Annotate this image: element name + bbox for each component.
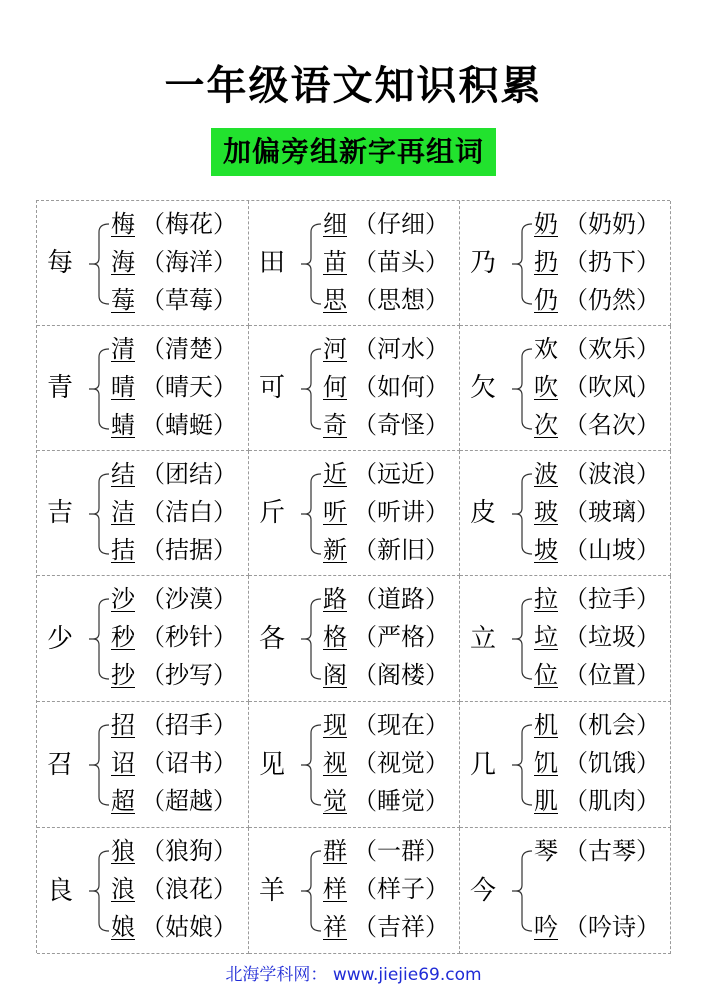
group-cell (460, 326, 671, 451)
brace-icon (89, 472, 109, 556)
new-character: 视 (323, 749, 347, 777)
new-character: 梅 (111, 210, 135, 238)
brace-icon (301, 222, 321, 306)
compound-word: （晴天） (141, 373, 237, 401)
derived-word (534, 836, 660, 866)
brace-icon (89, 222, 109, 306)
compound-word: （位置） (564, 661, 660, 689)
compound-word: （拉手） (564, 585, 660, 613)
compound-word: （听讲） (353, 498, 449, 526)
compound-word: （样子） (353, 875, 449, 903)
compound-word: （抄写） (141, 661, 237, 689)
new-character: 路 (323, 585, 347, 613)
brace-icon (89, 849, 109, 933)
derived-word (111, 912, 237, 942)
compound-word: （一群） (353, 837, 449, 865)
derived-word (534, 874, 564, 904)
brace-icon (301, 472, 321, 556)
compound-word: （浪花） (141, 875, 237, 903)
derived-word (111, 209, 237, 239)
base-character: 田 (259, 248, 286, 278)
new-character: 招 (111, 711, 135, 739)
new-character: 晴 (111, 373, 135, 401)
derived-word (111, 584, 237, 614)
brace-icon (512, 849, 532, 933)
base-character: 立 (470, 623, 497, 654)
compound-word: （姑娘） (141, 913, 237, 941)
new-character: 波 (534, 460, 558, 488)
base-character: 斤 (259, 498, 286, 528)
brace-icon (301, 347, 321, 431)
new-character: 欢 (534, 335, 558, 363)
group-cell (37, 576, 249, 702)
derived-word (534, 247, 660, 277)
base-character: 良 (47, 875, 74, 906)
group-cell (249, 326, 460, 451)
brace-icon (89, 347, 109, 431)
compound-word: （严格） (353, 623, 449, 651)
compound-word: （垃圾） (564, 623, 660, 651)
compound-word: （海洋） (141, 248, 237, 276)
new-character: 祥 (323, 913, 347, 941)
derived-word (534, 535, 660, 565)
derived-word (534, 660, 660, 690)
base-character: 皮 (470, 498, 497, 528)
new-character: 现 (323, 711, 347, 739)
group-cell (460, 576, 671, 702)
base-character: 吉 (47, 498, 74, 528)
compound-word: （洁白） (141, 498, 237, 526)
new-character: 饥 (534, 749, 558, 777)
new-character: 阁 (323, 661, 347, 689)
compound-word: （草莓） (141, 286, 237, 314)
base-character: 青 (47, 373, 74, 403)
group-cell (249, 828, 460, 954)
compound-word: （新旧） (353, 536, 449, 564)
page-title: 一年级语文知识积累 (164, 63, 543, 109)
compound-word: （招手） (141, 711, 237, 739)
new-character: 格 (323, 623, 347, 651)
brace-icon (301, 849, 321, 933)
derived-word (534, 912, 660, 942)
group-cell (249, 451, 460, 576)
subtitle-banner (0, 128, 707, 176)
compound-word: （名次） (564, 411, 660, 439)
brace-icon (89, 597, 109, 681)
footer-source: 北海学科网： www.jiejie69.com (225, 965, 482, 985)
new-character: 琴 (534, 837, 558, 865)
derived-word (323, 247, 449, 277)
new-character: 机 (534, 711, 558, 739)
new-character: 海 (111, 248, 135, 276)
derived-word (111, 372, 237, 402)
compound-word: （古琴） (564, 837, 660, 865)
group-cell (460, 201, 671, 326)
derived-word (323, 912, 449, 942)
derived-word (323, 459, 449, 489)
derived-word (323, 535, 449, 565)
derived-word (534, 710, 660, 740)
new-character: 诏 (111, 749, 135, 777)
compound-word: （山坡） (564, 536, 660, 564)
group-cell (460, 451, 671, 576)
new-character: 思 (323, 286, 347, 314)
compound-word: （机会） (564, 711, 660, 739)
group-cell (37, 201, 249, 326)
new-character: 奶 (534, 210, 558, 238)
base-character: 羊 (259, 875, 286, 906)
new-character: 位 (534, 661, 558, 689)
derived-word (111, 748, 237, 778)
derived-word (534, 334, 660, 364)
group-cell (249, 576, 460, 702)
compound-word: （超越） (141, 787, 237, 815)
compound-word: （秒针） (141, 623, 237, 651)
brace-icon (512, 597, 532, 681)
compound-word: （狼狗） (141, 837, 237, 865)
compound-word: （道路） (353, 585, 449, 613)
new-character: 苗 (323, 248, 347, 276)
new-character: 新 (323, 536, 347, 564)
new-character: 抄 (111, 661, 135, 689)
derived-word (323, 622, 449, 652)
derived-word (111, 285, 237, 315)
group-cell (37, 828, 249, 954)
compound-word: （团结） (141, 460, 237, 488)
new-character: 听 (323, 498, 347, 526)
word-grid (36, 200, 670, 953)
derived-word (323, 209, 449, 239)
compound-word: （吉祥） (353, 913, 449, 941)
compound-word: （吹风） (564, 373, 660, 401)
derived-word (323, 748, 449, 778)
compound-word: （饥饿） (564, 749, 660, 777)
derived-word (534, 372, 660, 402)
compound-word: （玻璃） (564, 498, 660, 526)
subtitle: 加偏旁组新字再组词 (211, 128, 496, 176)
new-character: 拉 (534, 585, 558, 613)
derived-word (534, 285, 660, 315)
derived-word (111, 247, 237, 277)
brace-icon (512, 347, 532, 431)
compound-word: （吟诗） (564, 913, 660, 941)
compound-word: （现在） (353, 711, 449, 739)
derived-word (534, 584, 660, 614)
compound-word: （苗头） (353, 248, 449, 276)
compound-word: （河水） (353, 335, 449, 363)
new-character: 玻 (534, 498, 558, 526)
derived-word (323, 285, 449, 315)
base-character: 少 (47, 623, 74, 654)
compound-word: （拮据） (141, 536, 237, 564)
derived-word (534, 209, 660, 239)
new-character: 仍 (534, 286, 558, 314)
group-cell (249, 201, 460, 326)
new-character: 细 (323, 210, 347, 238)
derived-word (323, 372, 449, 402)
brace-icon (301, 597, 321, 681)
new-character: 蜻 (111, 411, 135, 439)
group-cell (249, 702, 460, 828)
brace-icon (512, 222, 532, 306)
compound-word: （诏书） (141, 749, 237, 777)
derived-word (534, 459, 660, 489)
new-character: 次 (534, 411, 558, 439)
derived-word (534, 748, 660, 778)
new-character: 超 (111, 787, 135, 815)
brace-icon (512, 723, 532, 807)
group-cell (37, 326, 249, 451)
compound-word: （视觉） (353, 749, 449, 777)
derived-word (111, 535, 237, 565)
derived-word (111, 874, 237, 904)
brace-icon (512, 472, 532, 556)
compound-word: （奶奶） (564, 210, 660, 238)
compound-word: （蜻蜓） (141, 411, 237, 439)
compound-word: （沙漠） (141, 585, 237, 613)
group-cell (460, 828, 671, 954)
new-character: 清 (111, 335, 135, 363)
new-character: 浪 (111, 875, 135, 903)
new-character: 秒 (111, 623, 135, 651)
compound-word: （奇怪） (353, 411, 449, 439)
derived-word (323, 584, 449, 614)
derived-word (323, 874, 449, 904)
derived-word (111, 622, 237, 652)
new-character: 沙 (111, 585, 135, 613)
compound-word: （波浪） (564, 460, 660, 488)
new-character: 群 (323, 837, 347, 865)
base-character: 可 (259, 373, 286, 403)
base-character: 召 (47, 749, 74, 780)
base-character: 今 (470, 875, 497, 906)
derived-word (111, 497, 237, 527)
derived-word (111, 410, 237, 440)
new-character: 拮 (111, 536, 135, 564)
new-character: 何 (323, 373, 347, 401)
base-character: 见 (259, 749, 286, 780)
brace-icon (89, 723, 109, 807)
derived-word (111, 459, 237, 489)
compound-word: （欢乐） (564, 335, 660, 363)
brace-icon (301, 723, 321, 807)
compound-word: （清楚） (141, 335, 237, 363)
new-character: 坡 (534, 536, 558, 564)
base-character: 各 (259, 623, 286, 654)
base-character: 乃 (470, 248, 497, 278)
compound-word: （梅花） (141, 210, 237, 238)
new-character: 样 (323, 875, 347, 903)
compound-word: （远近） (353, 460, 449, 488)
new-character: 垃 (534, 623, 558, 651)
derived-word (323, 710, 449, 740)
group-cell (37, 702, 249, 828)
compound-word: （阁楼） (353, 661, 449, 689)
derived-word (111, 660, 237, 690)
derived-word (323, 836, 449, 866)
new-character: 河 (323, 335, 347, 363)
new-character: 洁 (111, 498, 135, 526)
compound-word: （思想） (353, 286, 449, 314)
compound-word: （肌肉） (564, 787, 660, 815)
derived-word (323, 497, 449, 527)
group-cell (460, 702, 671, 828)
derived-word (111, 836, 237, 866)
compound-word: （扔下） (564, 248, 660, 276)
new-character: 吹 (534, 373, 558, 401)
new-character: 结 (111, 460, 135, 488)
derived-word (323, 660, 449, 690)
new-character: 狼 (111, 837, 135, 865)
new-character: 娘 (111, 913, 135, 941)
compound-word: （如何） (353, 373, 449, 401)
new-character: 扔 (534, 248, 558, 276)
new-character: 奇 (323, 411, 347, 439)
new-character: 近 (323, 460, 347, 488)
new-character: 肌 (534, 787, 558, 815)
derived-word (534, 622, 660, 652)
group-cell (37, 451, 249, 576)
derived-word (111, 710, 237, 740)
base-character: 欠 (470, 373, 497, 403)
derived-word (534, 497, 660, 527)
new-character: 觉 (323, 787, 347, 815)
compound-word: （仔细） (353, 210, 449, 238)
new-character: 莓 (111, 286, 135, 314)
derived-word (111, 786, 237, 816)
base-character: 每 (47, 248, 74, 278)
derived-word (323, 410, 449, 440)
derived-word (323, 786, 449, 816)
derived-word (111, 334, 237, 364)
compound-word: （仍然） (564, 286, 660, 314)
new-character: 吟 (534, 913, 558, 941)
derived-word (534, 786, 660, 816)
derived-word (534, 410, 660, 440)
compound-word: （睡觉） (353, 787, 449, 815)
derived-word (323, 334, 449, 364)
base-character: 几 (470, 749, 497, 780)
